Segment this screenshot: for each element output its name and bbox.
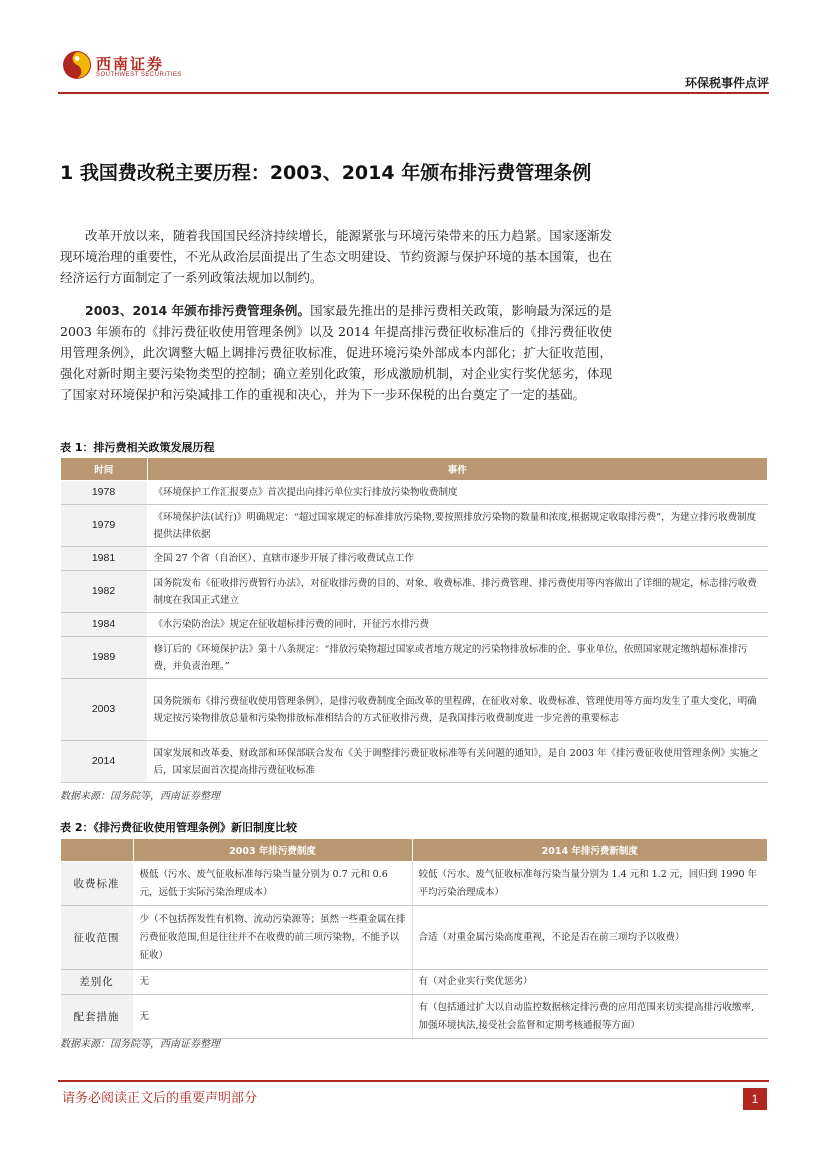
- table1-header-event: 事件: [147, 458, 768, 481]
- row-old-regime: 极低（污水、废气征收标准每污染当量分别为 0.7 元和 0.6 元，远低于实际污染治理成本）: [133, 862, 412, 906]
- table1-header-year: 时间: [61, 458, 148, 481]
- table-row: [61, 906, 768, 970]
- table2-caption: 表 2：《排污费征收使用管理条例》新旧制度比较: [60, 821, 297, 834]
- row-event: 《环境保护法(试行)》明确规定：“超过国家规定的标准排放污染物,要按照排放污染物的数量和浓度,根据规定收取排污费”，为建立排污收费制度提供法律依据: [147, 505, 768, 547]
- table-row: [61, 995, 768, 1039]
- policy-history-table: [60, 457, 768, 783]
- row-year: 1981: [61, 547, 148, 571]
- row-event: 《水污染防治法》规定在征收超标排污费的同时，开征污水排污费: [147, 613, 768, 637]
- intro-paragraph: 改革开放以来，随着我国国民经济持续增长，能源紧张与环境污染带来的压力趋紧。国家逐渐发现环境治理的重要性，不光从政治层面提出了生态文明建设、节约资源与保护环境的基本国策，也在经济运行方面制定了一系列政策法规加以制约。: [60, 228, 612, 285]
- row-event: 《环境保护工作汇报要点》首次提出向排污单位实行排放污染物收费制度: [147, 481, 768, 505]
- policy-paragraph-body: 国家最先推出的是排污费相关政策，影响最为深远的是 2003 年颁布的《排污费征收使用管理条例》以及 2014 年提高排污费征收标准后的《排污费征收使用管理条例》，此次调整大幅上调排污费征收标准，促进环境污染外部成本内部化；扩大征收范围，强化对新时期主要污染物类型的控制；确立差别化政策，形成激励机制，对企业实行奖优惩劣，体现了国家对环境保护和污染减排工作的重视和决心，并为下一步环保税的出台奠定了一定的基础。: [60, 303, 612, 402]
- footer-divider: [58, 1080, 769, 1082]
- row-year: 1979: [61, 505, 148, 547]
- page-number: 1: [743, 1088, 767, 1110]
- row-new-regime: 有（对企业实行奖优惩劣）: [412, 970, 768, 995]
- row-event: 国务院发布《征收排污费暂行办法》，对征收排污费的目的、对象、收费标准、排污费管理、排污费使用等内容做出了详细的规定，标志排污收费制度在我国正式建立: [147, 571, 768, 613]
- policy-paragraph-lead: 2003、2014 年颁布排污费管理条例。: [85, 303, 311, 318]
- table-row: [61, 679, 768, 741]
- table-row: [61, 481, 768, 505]
- table-row: [61, 505, 768, 547]
- table1-header-row: [61, 458, 768, 481]
- table-row: [61, 613, 768, 637]
- table2-header-2003: 2003 年排污费制度: [133, 839, 412, 862]
- regime-comparison-table: [60, 838, 768, 1039]
- table-row: [61, 637, 768, 679]
- row-label: 征收范围: [61, 906, 134, 970]
- row-event: 国家发展和改革委、财政部和环保部联合发布《关于调整排污费征收标准等有关问题的通知》，是自 2003 年《排污费征收使用管理条例》实施之后，国家层面首次提高排污费征收标准: [147, 741, 768, 783]
- logo-chinese-name: 西南证券: [96, 55, 165, 73]
- table2-source: 数据来源：国务院等，西南证券整理: [60, 1039, 220, 1050]
- row-old-regime: 少（不包括挥发性有机物、流动污染源等；虽然一些重金属在排污费征收范围,但是往往并不在收费的前三项污染物，不能予以征收）: [133, 906, 412, 970]
- row-year: 1984: [61, 613, 148, 637]
- row-year: 1978: [61, 481, 148, 505]
- row-event: 修订后的《环境保护法》第十八条规定：“排放污染物超过国家或者地方规定的污染物排放标准的企、事业单位，依照国家规定缴纳超标准排污费，并负责治理。”: [147, 637, 768, 679]
- row-old-regime: 无: [133, 970, 412, 995]
- row-year: 2003: [61, 679, 148, 741]
- section-title: 1 我国费改税主要历程：2003、2014 年颁布排污费管理条例: [60, 162, 592, 184]
- company-logo: [62, 50, 182, 86]
- row-new-regime: 合适（对重金属污染高度重视，不论是否在前三项均予以收费）: [412, 906, 768, 970]
- table2-header-blank: [61, 839, 134, 862]
- table1-source: 数据来源：国务院等，西南证券整理: [60, 791, 220, 802]
- policy-paragraph: [60, 300, 612, 405]
- table-row: [61, 970, 768, 995]
- table-row: [61, 571, 768, 613]
- row-new-regime: 有（包括通过扩大以自动监控数据核定排污费的应用范围来切实提高排污收缴率,加强环境执法,接受社会监督和定期考核通报等方面）: [412, 995, 768, 1039]
- report-type-label: 环保税事件点评: [684, 76, 769, 90]
- table2-header-2014: 2014 年排污费新制度: [412, 839, 768, 862]
- row-year: 1989: [61, 637, 148, 679]
- row-event: 国务院颁布《排污费征收使用管理条例》，是排污收费制度全面改革的里程碑，在征收对象、收费标准、管理使用等方面均发生了重大变化，明确规定按污染物排放总量和污染物排放标准相结合的方式征收排污费，是我国排污收费制度进一步完善的重要标志: [147, 679, 768, 741]
- header-divider: [58, 92, 769, 94]
- table-row: [61, 862, 768, 906]
- table2-header-row: [61, 839, 768, 862]
- row-year: 1982: [61, 571, 148, 613]
- row-label: 差别化: [61, 970, 134, 995]
- row-old-regime: 无: [133, 995, 412, 1039]
- row-new-regime: 较低（污水、废气征收标准每污染当量分别为 1.4 元和 1.2 元，回归到 1990 年平均污染治理成本）: [412, 862, 768, 906]
- table-row: [61, 741, 768, 783]
- disclaimer-note: 请务必阅读正文后的重要声明部分: [62, 1091, 258, 1106]
- row-label: 收费标准: [61, 862, 134, 906]
- logo-english-name: SOUTHWEST SECURITIES: [96, 72, 182, 78]
- row-event: 全国 27 个省（自治区）、直辖市逐步开展了排污收费试点工作: [147, 547, 768, 571]
- table1-caption: 表 1：排污费相关政策发展历程: [60, 441, 215, 454]
- logo-mark-icon: [62, 50, 92, 80]
- table-row: [61, 547, 768, 571]
- row-label: 配套措施: [61, 995, 134, 1039]
- row-year: 2014: [61, 741, 148, 783]
